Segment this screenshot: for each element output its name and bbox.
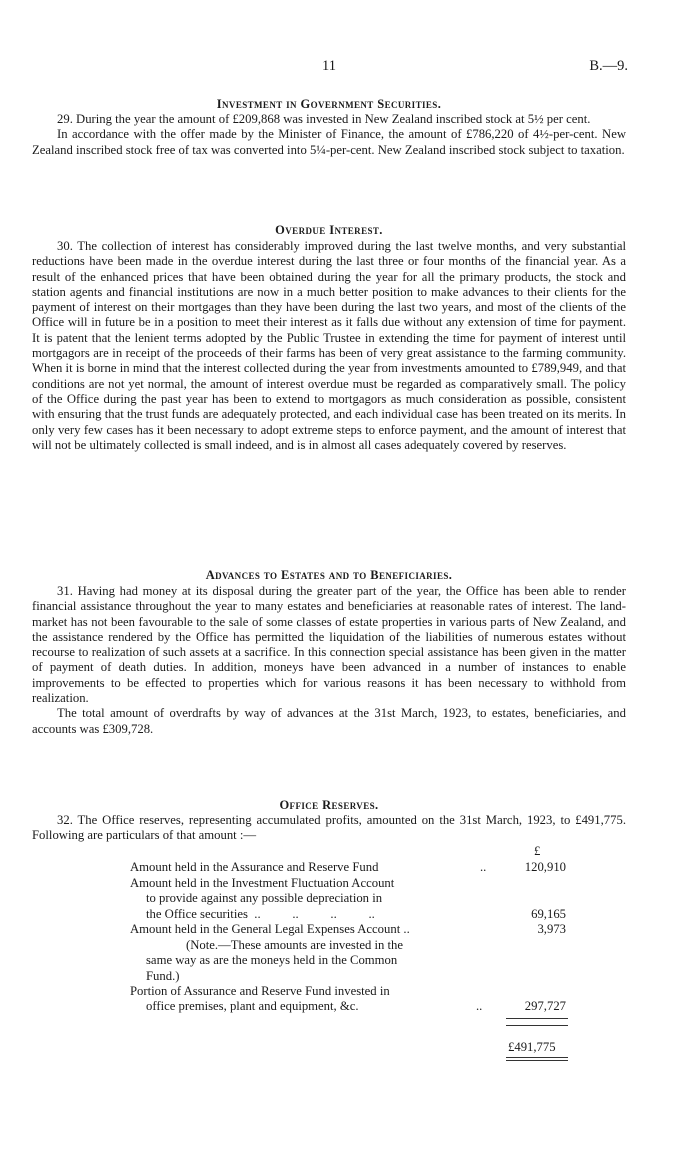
reserve-item — [130, 922, 570, 937]
paragraph: 31. Having had money at its disposal during the greater part of the year, the Office has been able to render financial assistance throughout the year to many estates and beneficiaries at reasonable rates of interest. The land-market has not been favourable to the sale of some classes of estate properties in various parts of New Zealand, and the assistance rendered by the Office has permitted the liquidation of the liabilities of numerous estates without recourse to realization of such assets at a sacrifice. In this connection special assistance has been given in the matter of payment of death duties. In addition, moneys have been advanced in a number of instances to enable improvements to be effected to properties which for various reasons it has been necessary to withhold from realization. — [32, 584, 626, 706]
document-reference: B.—9. — [589, 58, 628, 74]
leader-dots: .. — [480, 860, 487, 874]
sum-rule — [506, 1025, 568, 1026]
reserve-label-line: same way as are the moneys held in the Common — [146, 953, 398, 968]
reserve-label-line: (Note.—These amounts are invested in the — [186, 938, 404, 952]
section-heading: Advances to Estates and to Beneficiaries. — [205, 568, 453, 582]
section-body — [32, 584, 626, 737]
page-number: 11 — [322, 58, 336, 74]
paragraph: 29. During the year the amount of £209,868 was invested in New Zealand inscribed stock at 5½ per cent. — [57, 112, 591, 126]
reserves-total: £491,775 — [508, 1040, 556, 1054]
reserve-label-line: Amount held in the General Legal Expenses Account .. — [130, 922, 410, 936]
page-header — [32, 58, 626, 80]
section-heading: Office Reserves. — [279, 798, 379, 812]
reserve-label-line: Amount held in the Assurance and Reserve Fund — [130, 860, 379, 874]
section-heading: Overdue Interest. — [275, 223, 383, 237]
reserve-label-line: to provide against any possible depreciation in — [146, 891, 383, 906]
section-heading: Investment in Government Securities. — [216, 97, 442, 111]
reserve-label-line: the Office securities .. .. .. .. — [146, 906, 375, 921]
section-body — [32, 813, 626, 844]
paragraph: 30. The collection of interest has considerably improved during the last twelve months, and very substantial reductions have been made in the overdue interest during the last three or four months of the financial year. As a result of the enhanced prices that have been obtained during the year for all the primary products, the stock and station agents and financial institutions are now in a much better position to make advances to their clients for the payment of interest on their mortgages than they have been during the last two years, and most of the clients of the Office will in future be in a position to meet their interest as it falls due without any extension of time for payment. It is patent that the lenient terms adopted by the Public Trustee in extending the time for payment of interest until mortgagors are in receipt of the proceeds of their farms has been of very great assistance to the farming community. When it is borne in mind that the interest collected during the year from investments amounted to £789,949, and that conditions are not yet normal, the amount of interest overdue must be regarded as comparatively small. The policy of the Office during the past year has been to extend to mortgagors as much consideration as possible, consistent with ensuring that the trust funds are adequately protected, and each individual case has been treated on its merits. In only very few cases has it been necessary to adopt extreme steps to enforce payment, and the amount of interest that will not be ultimately collected is small indeed, and is in almost all cases adequately covered by reserves. — [32, 239, 626, 452]
reserve-label-line: office premises, plant and equipment, &c. — [146, 999, 359, 1014]
paragraph: The total amount of overdrafts by way of advances at the 31st March, 1923, to estates, beneficiaries, and accounts was £309,728. — [32, 706, 626, 736]
reserve-note — [130, 938, 570, 984]
reserve-amount: 297,727 — [524, 999, 566, 1014]
reserve-item — [130, 876, 570, 922]
reserve-item — [130, 860, 570, 875]
reserve-label-line: Fund.) — [146, 968, 180, 983]
reserve-item — [130, 984, 570, 1015]
section-body — [32, 239, 626, 453]
reserve-amount: 69,165 — [531, 906, 566, 921]
reserve-amount: 120,910 — [524, 860, 566, 874]
reserve-label-line: Portion of Assurance and Reserve Fund invested in — [130, 984, 390, 998]
reserve-label-line: Amount held in the Investment Fluctuation Account — [130, 876, 395, 890]
paragraph: In accordance with the offer made by the Minister of Finance, the amount of £786,220 of 4½-per-cent. New Zealand inscribed stock free of tax was converted into 5¼-per-cent. New Zealand inscribed stock subject to taxation. — [32, 127, 626, 157]
leader-dots: .. — [476, 999, 483, 1014]
total-double-rule — [506, 1060, 568, 1061]
reserve-amount: 3,973 — [537, 922, 566, 936]
paragraph: 32. The Office reserves, representing accumulated profits, amounted on the 31st March, 1923, to £491,775. Following are particulars of that amount :— — [32, 813, 626, 843]
section-body — [32, 112, 626, 158]
sum-rule — [506, 1018, 568, 1019]
currency-column-header: £ — [534, 844, 541, 858]
total-double-rule — [506, 1057, 568, 1058]
